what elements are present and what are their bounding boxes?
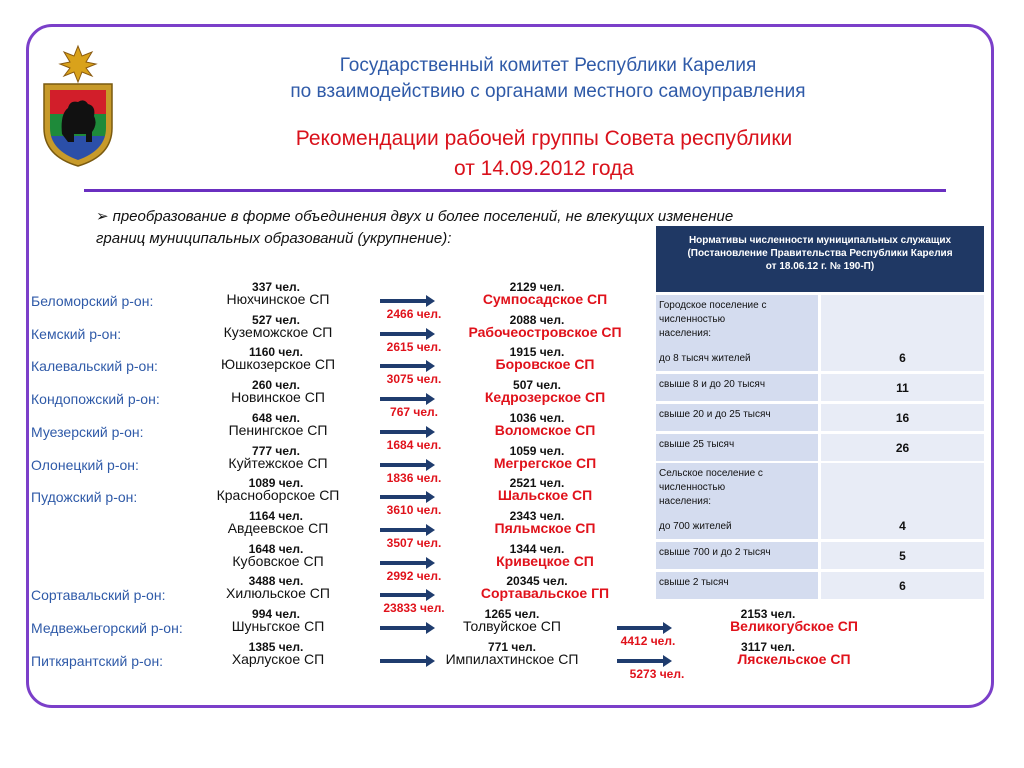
settlement-count: 1160 чел. bbox=[249, 345, 303, 359]
settlement-count: 777 чел. bbox=[252, 444, 300, 458]
value-text: 6 bbox=[899, 579, 906, 593]
merged-total: 2615 чел. bbox=[386, 340, 442, 354]
target-count: 1915 чел. bbox=[509, 345, 565, 359]
merge-arrow-icon bbox=[380, 588, 436, 602]
urban-label-line1: Городское поселение с bbox=[659, 300, 767, 311]
settlement-name: Харлуское СП bbox=[231, 651, 325, 667]
intro-line1: преобразование в форме объединения двух и более поселений, не влекущих изменение bbox=[112, 208, 734, 225]
district-label: Пудожский р-он: bbox=[31, 489, 138, 505]
district-label: Олонецкий р-он: bbox=[31, 457, 139, 473]
merge-arrow-icon bbox=[617, 621, 673, 635]
settlement-count: 1385 чел. bbox=[248, 640, 304, 654]
settlement-name: Куземожское СП bbox=[223, 324, 333, 340]
district-label: Беломорский р-он: bbox=[31, 293, 154, 309]
settlement-count: 3488 чел. bbox=[248, 574, 304, 588]
target-settlement: Шальское СП bbox=[497, 487, 593, 503]
settlement-count: 1648 чел. bbox=[248, 542, 304, 556]
target-settlement: Мегрегское СП bbox=[493, 455, 597, 471]
mid-settlement-count: 1265 чел. bbox=[484, 607, 540, 621]
title-line1: Рекомендации рабочей группы Совета республики bbox=[295, 127, 793, 150]
rural-row-label: свыше 2 тысяч bbox=[656, 572, 818, 599]
target-settlement: Боровское СП bbox=[495, 356, 595, 372]
value-text: 5 bbox=[899, 549, 906, 563]
settlement-count: 260 чел. bbox=[252, 378, 300, 392]
merged-total: 2466 чел. bbox=[386, 307, 442, 321]
urban-first-value bbox=[821, 295, 984, 371]
target-count: 20345 чел. bbox=[506, 574, 568, 588]
merged-total: 1836 чел. bbox=[386, 471, 442, 485]
norms-table-header bbox=[656, 226, 984, 292]
target-settlement: Сортавальское ГП bbox=[480, 585, 610, 601]
settlement-name: Нюхчинское СП bbox=[226, 291, 330, 307]
target-settlement: Сумпосадское СП bbox=[482, 291, 608, 307]
org-name-line2: по взаимодействию с органами местного самоуправления bbox=[290, 81, 806, 102]
table-row bbox=[656, 572, 984, 599]
norms-header-line2: (Постановление Правительства Республики Карелия bbox=[687, 248, 953, 259]
merge-arrow-icon bbox=[380, 359, 436, 373]
settlement-name: Авдеевское СП bbox=[227, 520, 329, 536]
mid-settlement-name: Толвуйское СП bbox=[463, 618, 561, 634]
norms-table bbox=[656, 226, 984, 602]
merge-arrow-icon bbox=[380, 523, 436, 537]
district-label: Питкярантский р-он: bbox=[31, 653, 164, 669]
norms-header-line3: от 18.06.12 г. № 190-П) bbox=[765, 261, 875, 272]
urban-row-value bbox=[821, 374, 984, 401]
urban-row-value bbox=[821, 404, 984, 431]
merged-total: 3507 чел. bbox=[386, 536, 442, 550]
target-settlement: Рабочеостровское СП bbox=[468, 324, 622, 340]
merge-arrow-icon bbox=[380, 327, 436, 341]
value-text: 11 bbox=[896, 381, 909, 395]
merged-total: 3075 чел. bbox=[386, 372, 442, 386]
merged-total: 767 чел. bbox=[390, 405, 438, 419]
settlement-name: Юшкозерское СП bbox=[220, 356, 336, 372]
merged-total: 5273 чел. bbox=[629, 667, 685, 681]
table-row bbox=[656, 542, 984, 569]
urban-label-line2: численностью bbox=[659, 314, 726, 325]
target-settlement: Кривецкое СП bbox=[496, 553, 594, 569]
district-label: Калевальский р-он: bbox=[31, 358, 158, 374]
rural-first-label: до 700 жителей bbox=[659, 521, 732, 532]
merge-arrow-icon bbox=[380, 621, 436, 635]
settlement-count: 994 чел. bbox=[252, 607, 300, 621]
settlement-count: 1089 чел. bbox=[248, 476, 304, 490]
intro-line2: границ муниципальных образований (укрупнение): bbox=[96, 230, 452, 247]
urban-label-line3: населения: bbox=[659, 328, 712, 339]
target-count: 3117 чел. bbox=[741, 640, 795, 654]
value-text: 6 bbox=[899, 351, 906, 365]
merged-total: 23833 чел. bbox=[383, 601, 445, 615]
settlement-name: Кубовское СП bbox=[232, 553, 324, 569]
table-row bbox=[656, 295, 984, 371]
target-count: 507 чел. bbox=[513, 378, 561, 392]
urban-row-label: свыше 8 и до 20 тысяч bbox=[656, 374, 818, 401]
target-count: 2129 чел. bbox=[509, 280, 565, 294]
merge-arrow-icon bbox=[380, 654, 436, 668]
table-row bbox=[656, 404, 984, 431]
target-settlement: Ляскельское СП bbox=[737, 651, 851, 667]
rural-label-line3: населения: bbox=[659, 496, 712, 507]
norms-header-line1: Нормативы численности муниципальных служащих bbox=[688, 235, 952, 246]
bullet-arrow-icon: ➢ bbox=[96, 208, 109, 225]
settlement-name: Хилюльское СП bbox=[226, 585, 330, 601]
settlement-name: Пенингское СП bbox=[228, 422, 328, 438]
rural-label-line2: численностью bbox=[659, 482, 726, 493]
merged-total: 1684 чел. bbox=[386, 438, 442, 452]
district-label: Кондопожский р-он: bbox=[31, 391, 160, 407]
value-text: 4 bbox=[899, 519, 906, 533]
rural-row-label: свыше 700 и до 2 тысяч bbox=[656, 542, 818, 569]
target-count: 2343 чел. bbox=[509, 509, 565, 523]
district-label: Кемский р-он: bbox=[31, 326, 122, 342]
target-settlement: Кедрозерское СП bbox=[484, 389, 606, 405]
table-row bbox=[656, 463, 984, 539]
merge-arrow-icon bbox=[380, 392, 436, 406]
settlement-count: 1164 чел. bbox=[249, 509, 303, 523]
target-settlement: Пяльмское СП bbox=[494, 520, 596, 536]
target-count: 2088 чел. bbox=[509, 313, 565, 327]
district-label: Медвежьегорский р-он: bbox=[31, 620, 183, 636]
merged-total: 3610 чел. bbox=[386, 503, 442, 517]
value-text: 16 bbox=[895, 411, 910, 425]
table-row bbox=[656, 434, 984, 461]
target-settlement: Великогубское СП bbox=[730, 618, 858, 634]
target-count: 2521 чел. bbox=[509, 476, 565, 490]
org-name-line1: Государственный комитет Республики Карелия bbox=[339, 55, 757, 76]
merge-arrow-icon bbox=[380, 556, 436, 570]
target-count: 1036 чел. bbox=[509, 411, 565, 425]
mid-settlement-count: 771 чел. bbox=[488, 640, 536, 654]
urban-first-label: до 8 тысяч жителей bbox=[659, 353, 751, 364]
settlement-name: Новинское СП bbox=[231, 389, 325, 405]
karelia-coat-of-arms bbox=[40, 44, 116, 168]
header-divider bbox=[84, 189, 946, 192]
target-settlement: Воломское СП bbox=[494, 422, 596, 438]
target-count: 1059 чел. bbox=[509, 444, 565, 458]
target-count: 1344 чел. bbox=[509, 542, 565, 556]
rural-label-line1: Сельское поселение с bbox=[659, 468, 763, 479]
district-label: Муезерский р-он: bbox=[31, 424, 144, 440]
merged-total: 4412 чел. bbox=[620, 634, 676, 648]
rural-first-value bbox=[821, 463, 984, 539]
title-line2: от 14.09.2012 года bbox=[454, 157, 634, 180]
merged-total: 2992 чел. bbox=[386, 569, 442, 583]
value-text: 26 bbox=[895, 441, 910, 455]
rural-label bbox=[656, 463, 818, 539]
settlement-count: 648 чел. bbox=[252, 411, 300, 425]
rural-row-value bbox=[821, 542, 984, 569]
merge-arrow-icon bbox=[380, 425, 436, 439]
settlement-name: Красноборское СП bbox=[216, 487, 340, 503]
urban-label bbox=[656, 295, 818, 371]
merge-arrow-icon bbox=[380, 490, 436, 504]
rural-row-value bbox=[821, 572, 984, 599]
settlement-count: 527 чел. bbox=[252, 313, 300, 327]
mid-settlement-name: Импилахтинское СП bbox=[445, 651, 579, 667]
urban-row-label: свыше 25 тысяч bbox=[656, 434, 818, 461]
urban-row-label: свыше 20 и до 25 тысяч bbox=[656, 404, 818, 431]
merge-arrow-icon bbox=[380, 458, 436, 472]
settlement-name: Куйтежское СП bbox=[228, 455, 328, 471]
settlement-name: Шуньгское СП bbox=[231, 618, 325, 634]
merge-arrow-icon bbox=[617, 654, 673, 668]
table-row bbox=[656, 374, 984, 401]
merge-arrow-icon bbox=[380, 294, 436, 308]
district-label: Сортавальский р-он: bbox=[31, 587, 166, 603]
settlement-count: 337 чел. bbox=[252, 280, 300, 294]
urban-row-value bbox=[821, 434, 984, 461]
target-count: 2153 чел. bbox=[740, 607, 796, 621]
